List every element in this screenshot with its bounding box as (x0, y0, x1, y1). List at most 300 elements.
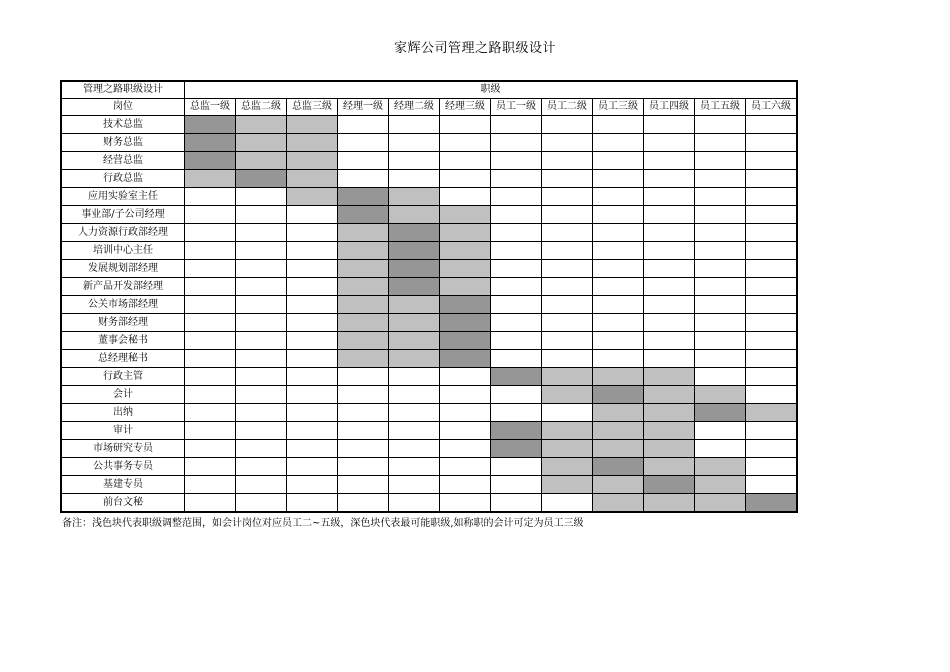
grade-cell (287, 242, 338, 260)
table-row (61, 422, 797, 440)
grade-cell (746, 116, 798, 134)
grade-cell (491, 134, 542, 152)
grade-cell (287, 296, 338, 314)
grade-cell (746, 476, 798, 494)
grade-cell (287, 476, 338, 494)
table-row (61, 242, 797, 260)
grade-cell-likely (644, 476, 695, 494)
grade-cell-likely (491, 440, 542, 458)
grade-cell-range (236, 134, 287, 152)
grade-cell (491, 260, 542, 278)
grade-cell (236, 458, 287, 476)
grade-cell-range (338, 314, 389, 332)
grade-cell (236, 296, 287, 314)
grade-cell (440, 494, 491, 513)
grade-cell (542, 494, 593, 513)
grade-cell (236, 242, 287, 260)
grade-cell-range (338, 260, 389, 278)
position-name: 经营总监 (61, 152, 185, 170)
grade-cell (491, 224, 542, 242)
grade-cell (542, 134, 593, 152)
grade-cell (746, 260, 798, 278)
grade-cell-range (440, 242, 491, 260)
grade-cell (287, 440, 338, 458)
table-row (61, 170, 797, 188)
grade-cell-range (644, 404, 695, 422)
level-header-3: 总监三级 (287, 99, 338, 116)
grade-cell (287, 422, 338, 440)
grade-cell-range (338, 224, 389, 242)
grade-cell (338, 422, 389, 440)
grade-cell-range (593, 476, 644, 494)
grade-cell-range (440, 224, 491, 242)
grade-cell-range (338, 332, 389, 350)
position-name: 公共事务专员 (61, 458, 185, 476)
grade-cell (389, 404, 440, 422)
grade-cell-range (389, 296, 440, 314)
grade-cell (338, 116, 389, 134)
grade-cell-likely (185, 134, 236, 152)
grade-cell (287, 368, 338, 386)
grade-cell (695, 188, 746, 206)
grade-cell (236, 278, 287, 296)
position-name: 应用实验室主任 (61, 188, 185, 206)
grade-cell (746, 332, 798, 350)
grade-cell (185, 458, 236, 476)
grade-cell (185, 422, 236, 440)
grade-cell-likely (746, 494, 798, 513)
grade-cell (185, 224, 236, 242)
grade-cell-range (287, 188, 338, 206)
grade-cell (185, 278, 236, 296)
grade-cell-range (287, 152, 338, 170)
grade-cell (491, 296, 542, 314)
level-header-9: 员工三级 (593, 99, 644, 116)
grade-cell (440, 116, 491, 134)
grade-cell (236, 476, 287, 494)
grade-cell (236, 224, 287, 242)
grade-cell-range (695, 386, 746, 404)
grade-cell-range (440, 206, 491, 224)
grade-cell (236, 440, 287, 458)
grade-cell (593, 152, 644, 170)
header-row-top (61, 81, 797, 99)
grade-cell (695, 116, 746, 134)
grade-cell (185, 260, 236, 278)
grade-cell-range (593, 368, 644, 386)
grade-cell (695, 152, 746, 170)
grade-cell (542, 206, 593, 224)
grade-cell (746, 278, 798, 296)
grade-cell (593, 170, 644, 188)
position-name: 发展规划部经理 (61, 260, 185, 278)
grade-cell-range (542, 476, 593, 494)
position-name: 行政主管 (61, 368, 185, 386)
grade-cell (593, 188, 644, 206)
grade-cell (287, 206, 338, 224)
grade-cell (185, 476, 236, 494)
grade-cell (185, 404, 236, 422)
grade-cell (287, 386, 338, 404)
table-row (61, 134, 797, 152)
grade-cell-range (593, 404, 644, 422)
page-title: 家辉公司管理之路职级设计 (393, 41, 556, 56)
level-header-4: 经理一级 (338, 99, 389, 116)
grade-cell (593, 116, 644, 134)
level-header-8: 员工二级 (542, 99, 593, 116)
grade-cell-likely (338, 206, 389, 224)
grade-cell (287, 260, 338, 278)
grade-cell (746, 440, 798, 458)
grade-cell (491, 116, 542, 134)
grade-cell-range (746, 404, 798, 422)
level-header-7: 员工一级 (491, 99, 542, 116)
grade-cell (338, 134, 389, 152)
grade-cell-likely (491, 368, 542, 386)
grade-cell-range (236, 152, 287, 170)
grade-cell-range (389, 332, 440, 350)
grade-cell-likely (440, 350, 491, 368)
grade-cell (440, 170, 491, 188)
grade-cell (542, 296, 593, 314)
position-name: 审计 (61, 422, 185, 440)
grade-cell (236, 314, 287, 332)
grade-cell (440, 152, 491, 170)
position-name: 事业部/子公司经理 (61, 206, 185, 224)
grade-cell (491, 152, 542, 170)
position-name: 董事会秘书 (61, 332, 185, 350)
grade-cell (644, 278, 695, 296)
grade-cell (644, 296, 695, 314)
grade-cell (644, 242, 695, 260)
grade-cell (440, 440, 491, 458)
grade-cell (236, 350, 287, 368)
grade-cell (542, 314, 593, 332)
grade-cell-likely (440, 296, 491, 314)
grade-cell-range (542, 440, 593, 458)
grade-cell-likely (389, 242, 440, 260)
grade-cell (644, 332, 695, 350)
grade-cell (695, 350, 746, 368)
grade-cell (185, 494, 236, 513)
grade-cell (491, 458, 542, 476)
grade-cell (185, 188, 236, 206)
grade-cell-likely (695, 404, 746, 422)
table-row (61, 494, 797, 513)
grade-cell-range (644, 422, 695, 440)
grade-cell-likely (593, 386, 644, 404)
grade-cell (236, 206, 287, 224)
grade-cell-range (542, 458, 593, 476)
grade-cell (644, 350, 695, 368)
grade-cell (542, 242, 593, 260)
level-header-12: 员工六级 (746, 99, 798, 116)
grade-cell-range (389, 314, 440, 332)
position-name: 基建专员 (61, 476, 185, 494)
grade-cell-range (644, 494, 695, 513)
grade-cell (644, 170, 695, 188)
grade-cell-range (644, 440, 695, 458)
grade-cell-likely (440, 332, 491, 350)
grade-cell (542, 224, 593, 242)
grade-cell (644, 134, 695, 152)
grade-cell (491, 278, 542, 296)
grade-cell (440, 458, 491, 476)
position-name: 总经理秘书 (61, 350, 185, 368)
grade-cell (695, 278, 746, 296)
grade-cell (236, 422, 287, 440)
grade-cell (440, 188, 491, 206)
position-name: 新产品开发部经理 (61, 278, 185, 296)
grade-cell (593, 134, 644, 152)
grade-cell-range (236, 116, 287, 134)
grade-cell (644, 314, 695, 332)
footnote: 备注：浅色块代表职级调整范围，如会计岗位对应员工二~五级，深色块代表最可能职级,如称职的会计可定为员工三级 (62, 518, 584, 529)
position-name: 财务部经理 (61, 314, 185, 332)
table-row (61, 260, 797, 278)
grade-cell-range (593, 422, 644, 440)
grade-cell (338, 386, 389, 404)
grade-cell (746, 314, 798, 332)
position-name: 公关市场部经理 (61, 296, 185, 314)
grade-cell (644, 152, 695, 170)
grade-cell-range (440, 260, 491, 278)
grade-cell (746, 350, 798, 368)
grade-cell (695, 260, 746, 278)
grade-cell (746, 188, 798, 206)
grade-cell (746, 368, 798, 386)
grade-cell (491, 404, 542, 422)
grade-cell (491, 350, 542, 368)
job-grade-table (60, 80, 798, 513)
grade-cell (287, 332, 338, 350)
level-header-1: 总监一级 (185, 99, 236, 116)
grade-cell (644, 206, 695, 224)
grade-cell (695, 368, 746, 386)
grade-cell (389, 494, 440, 513)
grade-cell-range (338, 278, 389, 296)
position-name: 培训中心主任 (61, 242, 185, 260)
table-row (61, 116, 797, 134)
grade-cell-range (542, 368, 593, 386)
grade-cell (236, 494, 287, 513)
grade-cell-range (287, 170, 338, 188)
grade-cell (185, 368, 236, 386)
grade-cell (644, 188, 695, 206)
grade-cell-range (389, 206, 440, 224)
table-row (61, 152, 797, 170)
grade-cell (695, 134, 746, 152)
grade-cell-likely (389, 278, 440, 296)
grade-cell (695, 440, 746, 458)
grade-cell (185, 314, 236, 332)
grade-cell (389, 440, 440, 458)
grade-cell (338, 476, 389, 494)
table-row (61, 224, 797, 242)
grade-cell-range (542, 422, 593, 440)
grade-cell-likely (389, 260, 440, 278)
position-name: 财务总监 (61, 134, 185, 152)
grade-cell (746, 422, 798, 440)
grade-cell (491, 386, 542, 404)
grade-cell (491, 314, 542, 332)
grade-cell (695, 314, 746, 332)
grade-cell (593, 278, 644, 296)
grade-group-header: 职级 (185, 81, 798, 99)
grade-cell (491, 242, 542, 260)
position-name: 技术总监 (61, 116, 185, 134)
grade-cell (236, 404, 287, 422)
grade-cell-range (695, 458, 746, 476)
grade-cell (389, 386, 440, 404)
table-row (61, 206, 797, 224)
grade-cell (746, 134, 798, 152)
grade-cell (695, 224, 746, 242)
grade-cell (440, 386, 491, 404)
table-row (61, 458, 797, 476)
table-row (61, 476, 797, 494)
position-name: 出纳 (61, 404, 185, 422)
grade-cell (287, 278, 338, 296)
grade-cell-range (338, 296, 389, 314)
position-name: 行政总监 (61, 170, 185, 188)
grade-cell (236, 386, 287, 404)
table-row (61, 296, 797, 314)
table-row (61, 368, 797, 386)
grade-cell (542, 350, 593, 368)
grade-cell-range (389, 350, 440, 368)
grade-cell-range (185, 170, 236, 188)
grade-cell (185, 242, 236, 260)
grade-cell (695, 206, 746, 224)
grade-cell (185, 386, 236, 404)
grade-cell (695, 296, 746, 314)
grade-cell (287, 494, 338, 513)
grade-cell (389, 368, 440, 386)
grade-cell (593, 206, 644, 224)
grade-cell (338, 458, 389, 476)
grade-cell (389, 152, 440, 170)
grade-cell (746, 386, 798, 404)
grade-cell (338, 170, 389, 188)
grade-cell (185, 350, 236, 368)
grade-cell (287, 458, 338, 476)
grade-cell (644, 224, 695, 242)
grade-cell-range (389, 188, 440, 206)
grade-cell (389, 476, 440, 494)
table-row (61, 278, 797, 296)
grade-cell (644, 260, 695, 278)
grade-cell-range (695, 494, 746, 513)
grade-cell (287, 224, 338, 242)
grade-cell-likely (593, 458, 644, 476)
grade-cell (593, 296, 644, 314)
grade-cell (440, 134, 491, 152)
grade-cell (338, 368, 389, 386)
grade-cell (542, 116, 593, 134)
grade-cell-range (644, 368, 695, 386)
grade-cell (542, 170, 593, 188)
grade-cell (236, 260, 287, 278)
table-row (61, 332, 797, 350)
grade-cell (389, 170, 440, 188)
grade-cell (491, 332, 542, 350)
position-name: 人力资源行政部经理 (61, 224, 185, 242)
grade-cell (440, 422, 491, 440)
level-header-5: 经理二级 (389, 99, 440, 116)
level-header-11: 员工五级 (695, 99, 746, 116)
grade-cell-range (338, 350, 389, 368)
grade-cell-range (593, 494, 644, 513)
grade-cell (593, 350, 644, 368)
grade-cell-likely (185, 116, 236, 134)
grade-cell (287, 350, 338, 368)
grade-cell (236, 332, 287, 350)
grade-cell-range (644, 386, 695, 404)
grade-cell (593, 242, 644, 260)
grade-cell (338, 404, 389, 422)
table-row (61, 188, 797, 206)
grade-cell-range (593, 440, 644, 458)
grade-cell (593, 260, 644, 278)
grade-cell (746, 224, 798, 242)
position-name: 会计 (61, 386, 185, 404)
grade-cell (593, 224, 644, 242)
grade-cell (185, 296, 236, 314)
grade-cell-range (695, 476, 746, 494)
grade-cell (746, 458, 798, 476)
grade-cell-likely (440, 314, 491, 332)
grade-cell-likely (338, 188, 389, 206)
table-row (61, 350, 797, 368)
grade-cell (542, 188, 593, 206)
grade-cell (491, 476, 542, 494)
grade-cell (236, 368, 287, 386)
position-name: 前台文秘 (61, 494, 185, 513)
grade-cell (338, 152, 389, 170)
table-row (61, 440, 797, 458)
grade-cell (746, 206, 798, 224)
grade-cell-likely (185, 152, 236, 170)
grade-cell (338, 494, 389, 513)
grade-cell (593, 314, 644, 332)
table-row (61, 404, 797, 422)
grade-cell (287, 404, 338, 422)
grade-cell (440, 368, 491, 386)
grade-cell (185, 206, 236, 224)
grade-cell (746, 152, 798, 170)
grade-cell (695, 422, 746, 440)
header-row-levels (61, 99, 797, 116)
level-header-10: 员工四级 (644, 99, 695, 116)
grade-cell (440, 404, 491, 422)
grade-cell (746, 296, 798, 314)
grade-cell (542, 152, 593, 170)
grade-cell (695, 170, 746, 188)
grade-cell-likely (389, 224, 440, 242)
grade-cell (542, 260, 593, 278)
grade-cell (542, 404, 593, 422)
table-row (61, 314, 797, 332)
grade-cell (491, 206, 542, 224)
grade-cell (338, 440, 389, 458)
grade-cell (746, 242, 798, 260)
grade-cell-range (542, 386, 593, 404)
grade-cell-range (287, 134, 338, 152)
table-row (61, 386, 797, 404)
grade-cell-range (644, 458, 695, 476)
position-column-header: 岗位 (61, 99, 185, 116)
